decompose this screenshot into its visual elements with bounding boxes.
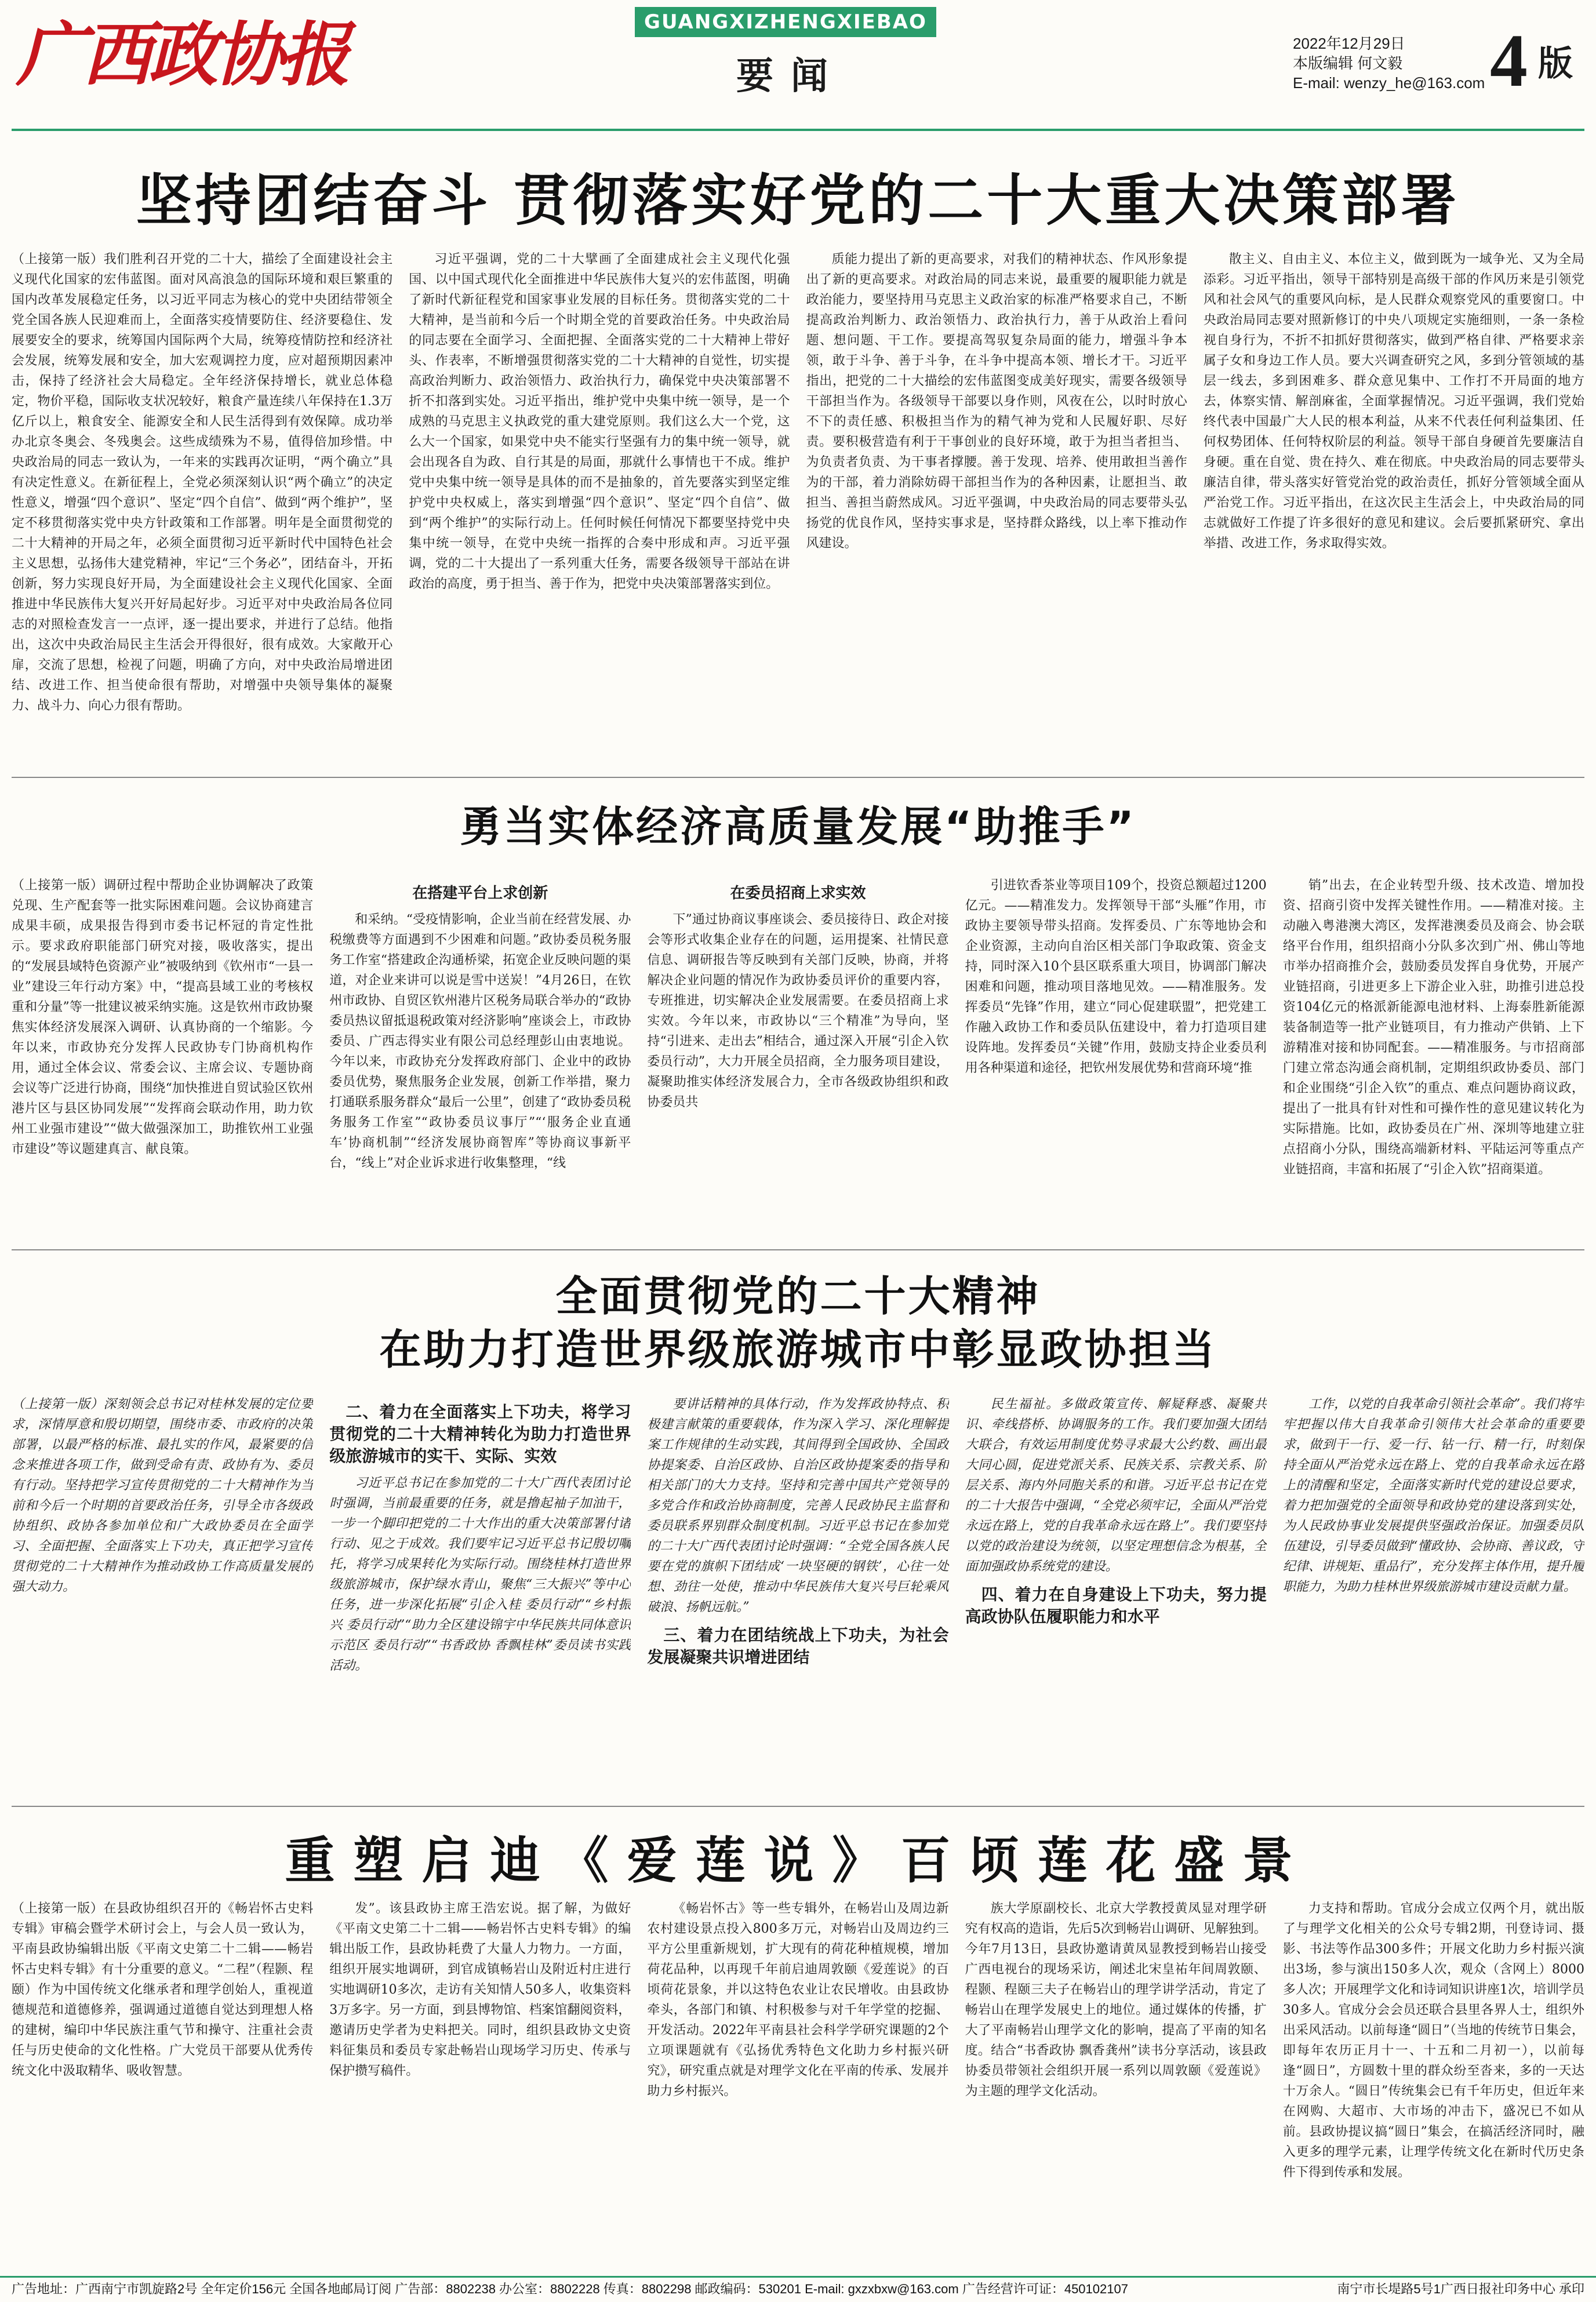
newspaper-logo[interactable]: 广西政协报 — [16, 14, 347, 96]
article3-headline-line2[interactable]: 在助力打造世界级旅游城市中彰显政协担当 — [379, 1325, 1217, 1374]
page-number: 4 版 — [1490, 19, 1573, 103]
masthead — [0, 0, 1596, 128]
article3-subheading: 二、着力在全面落实上下功夫，将学习贯彻党的二十大精神转化为助力打造世界级旅游城市的实干、实际、实效 — [329, 1402, 631, 1465]
page-suffix: 版 — [1538, 45, 1573, 83]
paragraph: 引进钦香茶业等项目109个，投资总额超过1200亿元。——精准发力。发挥领导干部“头雁”作用，市政协主要领导带头招商。发挥委员、广东等地协会和企业资源，主动向自治区相关部门争取政策、资金支持，同时深入10个县区联系重大项目，协调部门解决困难和问题，推动项目落地见效。——精准服务。发挥委员“先锋”作用，建立“同心促建联盟”，把党建工作融入政协工作和委员队伍建设中，着力打造项目建设阵地。发挥委员“关键”作用，鼓励支持企业委员利用各种渠道和途径，把钦州发展优势和营商环境“推 — [965, 878, 1267, 1075]
issue-date: 2022年12月29日 — [1293, 35, 1405, 52]
paragraph: 工作，以党的自我革命引领社会革命”。我们将牢牢把握以伟大自我革命引领伟大社会革命的重要要求，做到干一行、爱一行、钻一行、精一行，时刻保持全面从严治党永远在路上、党的自我革命永远在路上的清醒和坚定，全面落实新时代党的建设总要求，着力把加强党的全面领导和政协党的建设落到实处，为人民政协事业发展提供坚强政治保证。加强委员队伍建设，引导委员做到“懂政协、会协商、善议政，守纪律、讲规矩、重品行”，充分发挥主体作用，提升履职能力，为助力桂林世界级旅游城市建设贡献力量。 — [1282, 1397, 1585, 1594]
article3-col — [965, 1394, 1267, 1800]
paragraph: 和采纳。“受疫情影响，企业当前在经营发展、办税缴费等方面遇到不少困难和问题。”政协委员税务服务工作室“搭建政企沟通桥梁，拓宽企业反映问题的渠道，对企业来讲可以说是雪中送炭！”4月26日，在钦州市政协、自贸区钦州港片区税务局联合举办的“政协委员热议留抵退税政策对经济影响”座谈会上，市政协委员、广西志得实业有限公司总经理彭山由衷地说。今年以来，市政协充分发挥政府部门、企业中的政协委员优势，聚焦服务企业发展，创新工作举措，聚力打通联系服务群众“最后一公里”，创建了“政协委员税务服务工作室”“政协委员议事厅”“‘服务企业直通车’协商机制”“经济发展协商智库”等协商议事新平台，“线上”对企业诉求进行收集整理，“线 — [329, 912, 631, 1170]
article1-headline[interactable]: 坚持团结奋斗 贯彻落实好党的二十大重大决策部署 — [136, 168, 1460, 233]
footer — [0, 2276, 1596, 2302]
paragraph: （上接第一版）我们胜利召开党的二十大，描绘了全面建设社会主义现代化国家的宏伟蓝图。面对风高浪急的国际环境和艰巨繁重的国内改革发展稳定任务，以习近平同志为核心的党中央团结带领全党全国各族人民迎难而上，全面落实疫情要防住、经济要稳住、发展要安全的要求，统筹国内国际两个大局，统筹疫情防控和经济社会发展，统筹发展和安全，加大宏观调控力度，应对超预期因素冲击，保持了经济社会大局稳定。全年经济保持增长，就业总体稳定，物价平稳，国际收支状况较好，粮食产量连续八年保持在1.3万亿斤以上，粮食安全、能源安全和人民生活得到有效保障。成功举办北京冬奥会、冬残奥会。这些成绩殊为不易，值得倍加珍惜。中央政治局的同志一致认为，一年来的实践再次证明，“两个确立”具有决定性意义。在新征程上，全党必须深刻认识“两个确立”的决定性意义，增强“四个意识”、坚定“四个自信”、做到“两个维护”，坚定不移贯彻落实党中央方针政策和工作部署。明年是全面贯彻党的二十大精神的开局之年，必须全面贯彻习近平新时代中国特色社会主义思想，弘扬伟大建党精神，牢记“三个务必”，团结奋斗，开拓创新，努力实现良好开局，为全面建设社会主义现代化国家、全面推进中华民族伟大复兴开好局起好步。习近平对中央政治局各位同志的对照检查发言一一点评，逐一提出要求，并进行了总结。他指出，这次中央政治局民主生活会开得很好，很有成效。大家敞开心扉，交流了思想，检视了问题，明确了方向，对中央政治局增进团结、改进工作、担当使命很有帮助，对增强中央领导集体的凝聚力、战斗力、向心力很有帮助。 — [12, 252, 393, 713]
article3-subheading: 三、着力在团结统战上下功夫，为社会发展凝聚共识增进团结 — [647, 1625, 949, 1667]
paragraph: 销”出去，在企业转型升级、技术改造、增加投资、招商引资中发挥关键性作用。——精准对接。主动融入粤港澳大湾区，发挥港澳委员及商会、协会联络平台作用，组织招商小分队多次到广州、佛山等地市举办招商推介会，鼓励委员发挥自身优势，开展产业链招商，引进更多上下游企业入驻，助推引进总投资104亿元的格派新能源电池材料、上海泰胜新能源装备制造等一批产业链项目，有力推动产供销、上下游精准对接和协同配套。——精准服务。与市招商部门建立常态沟通会商机制，定期组织政协委员、部门和企业围绕“引企入钦”的重点、难点问题协商议政，提出了一批具有针对性和可操作性的意见建议转化为实际措施。比如，政协委员在广州、深圳等地建立驻点招商小分队，围绕高端新材料、平陆运河等重点产业链招商，丰富和拓展了“引企入钦”招商渠道。 — [1282, 878, 1585, 1177]
article3-col — [12, 1394, 313, 1800]
article3-subheading: 四、着力在自身建设上下功夫，努力提高政协队伍履职能力和水平 — [965, 1585, 1267, 1626]
article2-col — [965, 875, 1267, 1241]
article2-col — [329, 875, 631, 1241]
footer-printer: 南宁市长堤路5号1广西日报社印务中心 承印 — [1337, 2282, 1584, 2296]
article1-col — [1204, 249, 1584, 765]
article3-col — [647, 1394, 948, 1800]
article4-body — [12, 1899, 1584, 2270]
paragraph: 《畅岩怀古》等一些专辑外，在畅岩山及周边新农村建设景点投入800多万元，对畅岩山及周边约三平方公里重新规划，扩大现有的荷花种植规模，增加荷花品种，以再现千年前启迪周敦颐《爱莲说》的百顷荷花景象，并以这特色农业让农民增收。由县政协牵头，各部门和镇、村积极参与对千年学堂的挖掘、开发活动。2022年平南县社会科学学研究课题的2个立项课题就有《弘扬优秀特色文化助力乡村振兴研究》，研究重点就是对理学文化在平南的传承、发展并助力乡村振兴。 — [647, 1901, 949, 2099]
article2-body — [12, 875, 1584, 1241]
section-name: 要闻 — [736, 54, 845, 98]
article2-col — [12, 875, 313, 1241]
footer-imprint: 广告地址：广西南宁市凯旋路2号 全年定价156元 全国各地邮局订阅 广告部：8802238 办公室：8802228 传真：8802298 邮政编码：530201 E-mail: gxzxbxw@163.com 广告经营许可证：450102107 — [12, 2282, 1128, 2296]
article3-body — [12, 1394, 1584, 1800]
article2-headline[interactable]: 勇当实体经济高质量发展“助推手” — [460, 802, 1136, 851]
paragraph: （上接第一版）深刻领会总书记对桂林发展的定位要求，深情厚意和殷切期望，围绕市委、市政府的决策部署，以最严格的标准、最扎实的作风，最紧要的信念来推进各项工作，做到受命有责、政协有为、委员有行动。坚持把学习宣传贯彻党的二十大精神作为当前和今后一个时期的首要政治任务，引导全市各级政协组织、政协各参加单位和广大政协委员在全面学习、全面把握、全面落实上下功夫，真正把学习宣传贯彻党的二十大精神作为推动政协工作高质量发展的强大动力。 — [12, 1397, 314, 1594]
paragraph: 下”通过协商议事座谈会、委员接待日、政企对接会等形式收集企业存在的问题，运用提案、社情民意信息、调研报告等反映到有关部门反映，协商，并将解决企业问题的情况作为政协委员评价的重要内容，专班推进，切实解决企业发展需要。在委员招商上求实效。今年以来，市政协以“三个精准”为导向，坚持“引进来、走出去”相结合，通过深入开展“引企入钦 委员行动”，大力开展全员招商，全力服务项目建设，凝聚助推实体经济发展合力，全市各级政协组织和政协委员共 — [647, 912, 949, 1110]
article1-col — [409, 249, 790, 765]
article1-body — [12, 249, 1584, 765]
paragraph: 民生福祉。多做政策宣传、解疑释惑、凝聚共识、牵线搭桥、协调服务的工作。我们要加强大团结大联合，有效运用制度优势寻求最大公约数、画出最大同心圆，促进党派关系、民族关系、宗教关系、阶层关系、海内外同胞关系的和谐。习近平总书记在党的二十大报告中强调，“全党必须牢记，全面从严治党永远在路上，党的自我革命永远在路上”。我们要坚持以党的政治建设为统领，以坚定理想信念为根基，全面加强政协系统党的建设。 — [965, 1397, 1267, 1574]
article2-col — [1283, 875, 1584, 1241]
divider — [12, 777, 1584, 778]
article4-headline[interactable]: 重塑启迪《爱莲说》百顷莲花盛景 — [285, 1832, 1311, 1890]
paragraph: 质能力提出了新的更高要求，对我们的精神状态、作风形象提出了新的更高要求。对政治局的同志来说，最重要的履职能力就是政治能力，要坚持用马克思主义政治家的标准严格要求自己，不断提高政治判断力、政治领悟力、政治执行力，善于从政治上看问题、想问题、干工作。要提高驾驭复杂局面的能力，增强斗争本领，敢于斗争、善于斗争，在斗争中提高本领、增长才干。习近平指出，把党的二十大描绘的宏伟蓝图变成美好现实，需要各级领导干部担当作为。各级领导干部要以身作则，风夜在公，以时时放心不下的责任感、积极担当作为的精气神为党和人民履好职、尽好责。要积极营造有利于干事创业的良好环境，敢于为担当者担当、为负责者负责、为干事者撑腰。善于发现、培养、使用敢担当善作为的干部，着力消除妨碍干部担当作为的各种因素，让愿担当、敢担当、善担当蔚然成风。习近平强调，中央政治局的同志要带头弘扬党的优良作风，坚持实事求是，坚持群众路线，以上率下推动作风建设。 — [806, 252, 1187, 551]
article2-subheading: 在委员招商上求实效 — [730, 885, 866, 902]
article1-col — [12, 249, 392, 765]
article3-col — [329, 1394, 631, 1800]
issue-info — [1293, 34, 1485, 93]
article3-col — [1283, 1394, 1584, 1800]
article2-col — [647, 875, 948, 1241]
paragraph: 要讲话精神的具体行动，作为发挥政协特点、积极建言献策的重要载体，作为深入学习、深化理解提案工作规律的生动实践，其间得到全国政协、全国政协提案委、自治区政协、自治区政协提案委的指导和相关部门的大力支持。坚持和完善中国共产党领导的多党合作和政治协商制度，完善人民政协民主监督和委员联系界别群众制度机制。习近平总书记在参加党的二十大广西代表团讨论时强调：“全党全国各族人民要在党的旗帜下团结成‘一块坚硬的钢铁’，心往一处想、劲往一处使，推动中华民族伟大复兴号巨轮乘风破浪、扬帆远航。” — [647, 1397, 949, 1614]
paragraph: 习近平强调，党的二十大擘画了全面建成社会主义现代化强国、以中国式现代化全面推进中华民族伟大复兴的宏伟蓝图，明确了新时代新征程党和国家事业发展的目标任务。贯彻落实党的二十大精神，是当前和今后一个时期全党的首要政治任务。中央政治局的同志要在全面学习、全面把握、全面落实党的二十大精神上带好头、作表率，不断增强贯彻落实党的二十大精神的自觉性，切实提高政治判断力、政治领悟力、政治执行力，确保党中央决策部署不折不扣落到实处。习近平指出，维护党中央集中统一领导，是一个成熟的马克思主义执政党的重大建党原则。我们这么大一个党，这么大一个国家，如果党中央不能实行坚强有力的集中统一领导，就会出现各自为政、自行其是的局面，那就什么事情也干不成。维护党中央集中统一领导是具体的而不是抽象的，首先要落实到坚定维护党中央权威上，落实到增强“四个意识”、坚定“四个自信”、做到“两个维护”的实际行动上。任何时候任何情况下都要坚持党中央集中统一领导，在党中央统一指挥的合奏中形成和声。习近平强调，党的二十大提出了一系列重大任务，需要各级领导干部站在讲政治的高度，勇于担当、善于作为，把党中央决策部署落实到位。 — [409, 252, 790, 591]
divider — [12, 1806, 1584, 1807]
article4-col — [329, 1899, 631, 2270]
pinyin-title: GUANGXIZHENGXIEBAO — [635, 7, 936, 37]
article3-headline-line1[interactable]: 全面贯彻党的二十大精神 — [555, 1272, 1041, 1321]
article2-subheading: 在搭建平台上求创新 — [412, 885, 548, 902]
paragraph: 力支持和帮助。官成分会成立仅两个月，就出版了与理学文化相关的公众号专辑2期，刊登诗词、摄影、书法等作品300多件；开展文化助力乡村振兴演出3场，参与演出150多人次，观众（含网上）8000多人次；开展理学文化和诗词知识讲座1次，培训学员30多人。官成分会会员还联合县里各界人士，组织外出采风活动。以前每逢“圆日”（当地的传统节日集会，即每年农历正月十一、十五和二月初一），以前每逢“圆日”，方圆数十里的群众纷至沓来，多的一天达十万余人。“圆日”传统集会已有千年历史，但近年来在网购、大超市、大市场的冲击下，盛况已不如从前。县政协提议搞“圆日”集会，在搞活经济同时，融入更多的理学元素，让理学传统文化在新时代历史条件下得到传承和发展。 — [1282, 1901, 1585, 2180]
paragraph: 发”。该县政协主席王浩宏说。据了解，为做好《平南文史第二十二辑——畅岩怀古史料专辑》的编辑出版工作，县政协耗费了大量人力物力。一方面，组织开展实地调研，到官成镇畅岩山及附近村庄进行实地调研10多次，走访有关知情人50多人，收集资料3万多字。另一方面，到县博物馆、档案馆翻阅资料，邀请历史学者为史料把关。同时，组织县政协文史资料征集员和委员专家赴畅岩山现场学习历史、传承与保护攒写稿件。 — [329, 1901, 631, 2078]
divider — [12, 1249, 1584, 1250]
page-editor: 本版编辑 何文毅 — [1293, 54, 1403, 72]
article4-col — [965, 1899, 1267, 2270]
paragraph: 族大学原副校长、北京大学教授黄凤显对理学研究有权高的造诣，先后5次到畅岩山调研、见解独到。今年7月13日，县政协邀请黄凤显教授到畅岩山接受广西电视台的现场采访，阐述北宋皇祐年间周敦颐、程颢、程颐三夫子在畅岩山的理学讲学活动，肯定了畅岩山在理学发展史上的地位。通过媒体的传播，扩大了平南畅岩山理学文化的影响，提高了平南的知名度。结合“书香政协 飘香龚州”读书分享活动，该县政协委员带领社会组织开展一系列以周敦颐《爱莲说》为主题的理学文化活动。 — [965, 1901, 1267, 2099]
paragraph: （上接第一版）调研过程中帮助企业协调解决了政策兑现、生产配套等一批实际困难问题。会议协商建言成果丰硕，成果报告得到市委书记杯冠的肯定性批示。要求政府职能部门研究对接，吸收落实，提出的“发展县域特色资源产业”被吸纳到《钦州市“一县一业”建设三年行动方案》中，“提高县域工业的考核权重和分量”等一批建议被采纳实施。这是钦州市政协聚焦实体经济发展深入调研、认真协商的一个缩影。今年以来，市政协充分发挥人民政协专门协商机构作用，通过全体会议、常委会议、主席会议、专题协商会议等广泛进行协商，围绕“加快推进自贸试验区钦州港片区与县区协同发展”“发挥商会联动作用，助力钦州工业强市建设”“做大做强深加工，助推钦州工业强市建设”等议题建真言、献良策。 — [12, 878, 314, 1157]
masthead-rule — [12, 129, 1584, 131]
paragraph: （上接第一版）在县政协组织召开的《畅岩怀古史料专辑》审稿会暨学术研讨会上，与会人员一致认为，平南县政协编辑出版《平南文史第二十二辑——畅岩怀古史料专辑》有十分重要的意义。“二程”（程颢、程颐）作为中国传统文化继承者和理学创始人，重视道德规范和道德修养，强调通过道德自觉达到理想人格的建树，编印中华民族注重气节和操守、注重社会责任与历史使命的文化性格。广大党员干部要从优秀传统文化中汲取精华、吸收智慧。 — [12, 1901, 314, 2078]
paragraph: 习近平总书记在参加党的二十大广西代表团讨论时强调，当前最重要的任务，就是撸起袖子加油干，一步一个脚印把党的二十大作出的重大决策部署付诸行动、见之于成效。我们要牢记习近平总书记殷切嘱托，将学习成果转化为实际行动。围绕桂林打造世界级旅游城市，保护绿水青山，聚焦“三大振兴”等中心任务，进一步深化拓展“引企入桂 委员行动”“乡村振兴 委员行动”“助力全区建设锦宇中华民族共同体意识示范区 委员行动”“书香政协 香飘桂林”委员读书实践活动。 — [329, 1476, 631, 1673]
article1-col — [806, 249, 1187, 765]
article4-col — [647, 1899, 948, 2270]
article4-col — [12, 1899, 313, 2270]
article4-col — [1283, 1899, 1584, 2270]
paragraph: 散主义、自由主义、本位主义，做到既为一域争光、又为全局添彩。习近平指出，领导干部特别是高级干部的作风历来是引领党风和社会风气的重要风向标，是人民群众观察党风的重要窗口。中央政治局同志要对照新修订的中央八项规定实施细则，一条一条检视自身行为，不折不扣抓好贯彻落实，做到严格自律、严格要求亲属子女和身边工作人员。要大兴调查研究之风，多到分管领域的基层一线去，多到困难多、群众意见集中、工作打不开局面的地方去，体察实情、解剖麻雀，全面掌握情况。习近平强调，我们党始终代表中国最广大人民的根本利益，从来不代表任何利益集团、任何权势团体、任何特权阶层的利益。领导干部自身硬首先要廉洁自身硬。重在自觉、贵在持久、难在彻底。中央政治局的同志要带头廉洁自律，带头落实好管党治党的政治责任，抓好分管领域全面从严治党工作。习近平指出，在这次民主生活会上，中央政治局的同志就做好工作提了许多很好的意见和建议。会后要抓紧研究、拿出举措、改进工作，务求取得实效。 — [1203, 252, 1584, 551]
editor-email[interactable]: E-mail: wenzy_he@163.com — [1293, 74, 1485, 92]
